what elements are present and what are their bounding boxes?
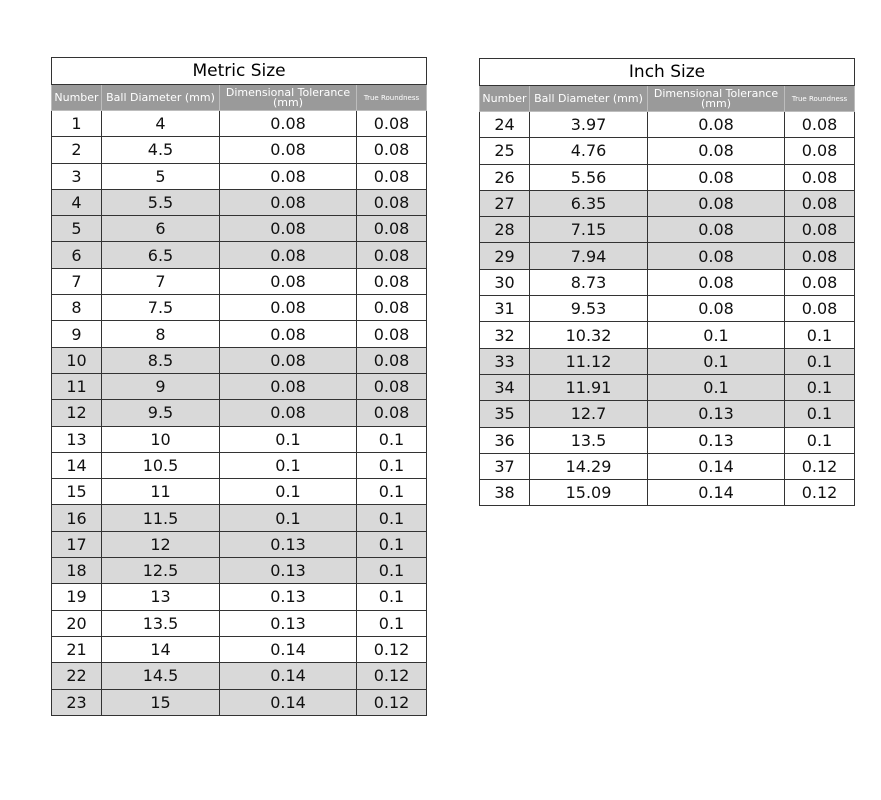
table-row (52, 610, 427, 636)
number-cell: 11 (52, 373, 102, 399)
ball-diameter-cell: 13.5 (102, 610, 220, 636)
tolerance-cell: 0.08 (220, 111, 357, 137)
ball-diameter-cell: 4 (102, 111, 220, 137)
table-row (480, 243, 855, 269)
roundness-cell: 0.1 (357, 531, 427, 557)
ball-diameter-cell: 11.5 (102, 505, 220, 531)
roundness-cell: 0.08 (357, 242, 427, 268)
number-cell: 10 (52, 347, 102, 373)
roundness-cell: 0.08 (785, 296, 855, 322)
ball-diameter-cell: 8.5 (102, 347, 220, 373)
number-header: Number (52, 85, 102, 111)
tolerance-cell: 0.08 (648, 164, 785, 190)
roundness-cell: 0.08 (357, 373, 427, 399)
ball-diameter-cell: 10 (102, 426, 220, 452)
number-cell: 31 (480, 296, 530, 322)
ball-diameter-cell: 12.5 (102, 558, 220, 584)
number-cell: 4 (52, 189, 102, 215)
number-cell: 7 (52, 268, 102, 294)
roundness-cell: 0.1 (357, 426, 427, 452)
ball-diameter-cell: 6 (102, 216, 220, 242)
number-cell: 3 (52, 163, 102, 189)
table-row (52, 584, 427, 610)
table-row (480, 374, 855, 400)
tolerance-cell: 0.1 (220, 452, 357, 478)
ball-diameter-cell: 6.5 (102, 242, 220, 268)
number-cell: 30 (480, 269, 530, 295)
tolerance-cell: 0.13 (648, 427, 785, 453)
ball-diameter-cell: 14.29 (530, 453, 648, 479)
table-row (52, 137, 427, 163)
table-row (52, 689, 427, 715)
tolerance-cell: 0.08 (220, 268, 357, 294)
number-cell: 24 (480, 112, 530, 138)
number-cell: 15 (52, 479, 102, 505)
metric-size-table (51, 57, 427, 716)
ball-diameter-cell: 11.12 (530, 348, 648, 374)
table-row (52, 347, 427, 373)
number-cell: 13 (52, 426, 102, 452)
table-row (52, 163, 427, 189)
table-row (480, 164, 855, 190)
number-cell: 34 (480, 374, 530, 400)
roundness-cell: 0.08 (357, 189, 427, 215)
table-row (480, 322, 855, 348)
table-row (480, 427, 855, 453)
dimensional-tolerance-header: Dimensional Tolerance (mm) (220, 85, 357, 111)
ball-diameter-cell: 12.7 (530, 401, 648, 427)
tolerance-cell: 0.08 (220, 242, 357, 268)
tolerance-cell: 0.08 (648, 138, 785, 164)
roundness-cell: 0.08 (357, 400, 427, 426)
table-row (480, 401, 855, 427)
roundness-cell: 0.08 (785, 164, 855, 190)
ball-diameter-cell: 4.76 (530, 138, 648, 164)
metric-table-body (52, 111, 427, 716)
table-row (480, 296, 855, 322)
ball-diameter-cell: 14.5 (102, 663, 220, 689)
tolerance-cell: 0.13 (220, 558, 357, 584)
roundness-cell: 0.1 (357, 558, 427, 584)
ball-diameter-header: Ball Diameter (mm) (102, 85, 220, 111)
roundness-cell: 0.08 (357, 321, 427, 347)
tolerance-cell: 0.08 (220, 347, 357, 373)
table-row (52, 189, 427, 215)
tolerance-cell: 0.14 (220, 663, 357, 689)
tolerance-cell: 0.1 (648, 374, 785, 400)
tolerance-cell: 0.1 (648, 322, 785, 348)
number-cell: 21 (52, 636, 102, 662)
roundness-cell: 0.08 (357, 295, 427, 321)
roundness-cell: 0.08 (785, 243, 855, 269)
roundness-cell: 0.08 (785, 112, 855, 138)
table-row (52, 111, 427, 137)
tolerance-cell: 0.1 (220, 479, 357, 505)
true-roundness-header: True Roundness (785, 86, 855, 112)
tolerance-cell: 0.13 (648, 401, 785, 427)
ball-diameter-cell: 9 (102, 373, 220, 399)
number-cell: 16 (52, 505, 102, 531)
ball-diameter-cell: 7.5 (102, 295, 220, 321)
number-cell: 2 (52, 137, 102, 163)
ball-diameter-header: Ball Diameter (mm) (530, 86, 648, 112)
ball-diameter-cell: 13.5 (530, 427, 648, 453)
roundness-cell: 0.1 (785, 427, 855, 453)
tolerance-cell: 0.08 (220, 189, 357, 215)
roundness-cell: 0.08 (785, 269, 855, 295)
ball-diameter-cell: 7.94 (530, 243, 648, 269)
number-cell: 6 (52, 242, 102, 268)
table-row (52, 452, 427, 478)
roundness-cell: 0.08 (357, 111, 427, 137)
table-row (52, 373, 427, 399)
roundness-cell: 0.1 (785, 322, 855, 348)
tolerance-cell: 0.14 (220, 636, 357, 662)
number-cell: 12 (52, 400, 102, 426)
table-row (480, 348, 855, 374)
ball-diameter-cell: 9.5 (102, 400, 220, 426)
table-row (52, 479, 427, 505)
ball-diameter-cell: 5.5 (102, 189, 220, 215)
roundness-cell: 0.12 (357, 689, 427, 715)
table-row (480, 269, 855, 295)
dimensional-tolerance-header: Dimensional Tolerance (mm) (648, 86, 785, 112)
table-row (52, 531, 427, 557)
tolerance-cell: 0.14 (648, 453, 785, 479)
roundness-cell: 0.08 (357, 163, 427, 189)
table-row (480, 138, 855, 164)
roundness-cell: 0.08 (357, 347, 427, 373)
number-cell: 19 (52, 584, 102, 610)
number-cell: 5 (52, 216, 102, 242)
roundness-cell: 0.1 (785, 401, 855, 427)
tolerance-cell: 0.1 (220, 505, 357, 531)
ball-diameter-cell: 8 (102, 321, 220, 347)
roundness-cell: 0.1 (357, 505, 427, 531)
table-row (52, 558, 427, 584)
roundness-cell: 0.08 (357, 268, 427, 294)
number-cell: 32 (480, 322, 530, 348)
number-cell: 38 (480, 480, 530, 506)
tolerance-cell: 0.08 (648, 112, 785, 138)
number-cell: 9 (52, 321, 102, 347)
table-row (52, 505, 427, 531)
table-row (52, 295, 427, 321)
tolerance-cell: 0.08 (220, 295, 357, 321)
metric-table-title: Metric Size (52, 58, 427, 85)
true-roundness-header: True Roundness (357, 85, 427, 111)
ball-diameter-cell: 5.56 (530, 164, 648, 190)
inch-size-table (479, 58, 855, 506)
number-cell: 27 (480, 190, 530, 216)
number-cell: 18 (52, 558, 102, 584)
number-cell: 22 (52, 663, 102, 689)
tolerance-cell: 0.08 (220, 321, 357, 347)
number-cell: 36 (480, 427, 530, 453)
roundness-cell: 0.12 (357, 663, 427, 689)
number-cell: 33 (480, 348, 530, 374)
roundness-cell: 0.08 (785, 138, 855, 164)
roundness-cell: 0.1 (357, 610, 427, 636)
number-cell: 28 (480, 217, 530, 243)
tolerance-cell: 0.08 (648, 296, 785, 322)
table-row (52, 321, 427, 347)
table-row (480, 453, 855, 479)
table-row (480, 190, 855, 216)
ball-diameter-cell: 15 (102, 689, 220, 715)
number-cell: 26 (480, 164, 530, 190)
table-row (52, 400, 427, 426)
roundness-cell: 0.12 (785, 480, 855, 506)
roundness-cell: 0.12 (357, 636, 427, 662)
tolerance-cell: 0.08 (220, 137, 357, 163)
roundness-cell: 0.08 (785, 217, 855, 243)
roundness-cell: 0.08 (785, 190, 855, 216)
ball-diameter-cell: 9.53 (530, 296, 648, 322)
number-cell: 20 (52, 610, 102, 636)
table-row (52, 426, 427, 452)
number-cell: 23 (52, 689, 102, 715)
roundness-cell: 0.1 (785, 348, 855, 374)
ball-diameter-cell: 10.32 (530, 322, 648, 348)
ball-diameter-cell: 7 (102, 268, 220, 294)
number-cell: 14 (52, 452, 102, 478)
ball-diameter-cell: 3.97 (530, 112, 648, 138)
tolerance-cell: 0.14 (648, 480, 785, 506)
ball-diameter-cell: 7.15 (530, 217, 648, 243)
roundness-cell: 0.1 (785, 374, 855, 400)
number-cell: 35 (480, 401, 530, 427)
inch-table-title: Inch Size (480, 59, 855, 86)
inch-table-body (480, 112, 855, 506)
roundness-cell: 0.08 (357, 216, 427, 242)
number-header: Number (480, 86, 530, 112)
ball-diameter-cell: 4.5 (102, 137, 220, 163)
ball-diameter-cell: 12 (102, 531, 220, 557)
tolerance-cell: 0.08 (648, 269, 785, 295)
tolerance-cell: 0.14 (220, 689, 357, 715)
roundness-cell: 0.12 (785, 453, 855, 479)
ball-diameter-cell: 13 (102, 584, 220, 610)
number-cell: 17 (52, 531, 102, 557)
number-cell: 8 (52, 295, 102, 321)
tolerance-cell: 0.08 (648, 217, 785, 243)
number-cell: 29 (480, 243, 530, 269)
tolerance-cell: 0.08 (220, 373, 357, 399)
tolerance-cell: 0.13 (220, 584, 357, 610)
table-row (52, 636, 427, 662)
ball-diameter-cell: 6.35 (530, 190, 648, 216)
ball-diameter-cell: 10.5 (102, 452, 220, 478)
ball-diameter-cell: 8.73 (530, 269, 648, 295)
tolerance-cell: 0.08 (648, 190, 785, 216)
table-row (480, 480, 855, 506)
ball-diameter-cell: 14 (102, 636, 220, 662)
ball-diameter-cell: 5 (102, 163, 220, 189)
number-cell: 37 (480, 453, 530, 479)
tolerance-cell: 0.08 (648, 243, 785, 269)
tolerance-cell: 0.1 (648, 348, 785, 374)
tolerance-cell: 0.08 (220, 400, 357, 426)
tolerance-cell: 0.13 (220, 531, 357, 557)
table-row (52, 216, 427, 242)
roundness-cell: 0.08 (357, 137, 427, 163)
ball-diameter-cell: 11 (102, 479, 220, 505)
ball-diameter-cell: 11.91 (530, 374, 648, 400)
table-row (52, 268, 427, 294)
roundness-cell: 0.1 (357, 584, 427, 610)
table-row (480, 112, 855, 138)
number-cell: 1 (52, 111, 102, 137)
table-row (480, 217, 855, 243)
number-cell: 25 (480, 138, 530, 164)
roundness-cell: 0.1 (357, 452, 427, 478)
table-row (52, 242, 427, 268)
tolerance-cell: 0.08 (220, 216, 357, 242)
ball-diameter-cell: 15.09 (530, 480, 648, 506)
table-row (52, 663, 427, 689)
tolerance-cell: 0.1 (220, 426, 357, 452)
tolerance-cell: 0.13 (220, 610, 357, 636)
tolerance-cell: 0.08 (220, 163, 357, 189)
roundness-cell: 0.1 (357, 479, 427, 505)
